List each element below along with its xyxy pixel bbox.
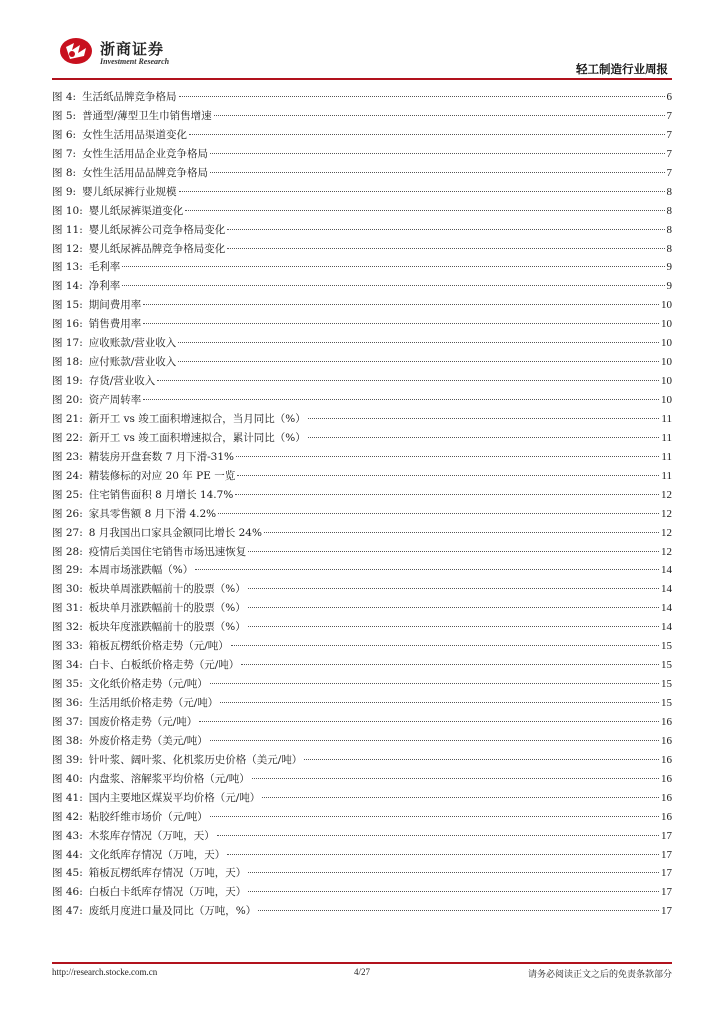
- figure-title: 文化纸库存情况（万吨，天）: [88, 848, 226, 861]
- figure-title: 粘胶纤维市场价（元/吨）: [88, 810, 208, 823]
- dot-leader: [248, 550, 659, 552]
- figure-number: 图 22:: [52, 431, 83, 444]
- figure-title: 生活纸品牌竞争格局: [82, 91, 177, 103]
- dot-leader: [179, 190, 665, 192]
- dot-leader: [217, 834, 659, 836]
- figure-title: 废纸月度进口量及同比（万吨，%）: [88, 905, 257, 918]
- figure-page-number: 11: [661, 431, 672, 444]
- figure-page-number: 7: [666, 109, 672, 122]
- figure-number: 图 18:: [52, 356, 83, 369]
- footer-url-link[interactable]: http://research.stocke.com.cn: [52, 967, 158, 977]
- figure-number: 图 7:: [52, 147, 77, 160]
- figure-page-number: 8: [666, 185, 672, 198]
- toc-entry[interactable]: [52, 864, 672, 883]
- figure-title: 存货/营业收入: [88, 375, 156, 388]
- figure-number: 图 32:: [52, 621, 83, 634]
- toc-entry[interactable]: [52, 334, 672, 353]
- figure-title: 箱板瓦楞纸价格走势（元/吨）: [88, 640, 229, 653]
- dot-leader: [210, 815, 659, 817]
- figure-title: 疫情后美国住宅销售市场迅速恢复: [88, 545, 247, 558]
- dot-leader: [227, 247, 664, 249]
- figure-title: 木浆库存情况（万吨，天）: [88, 829, 215, 842]
- toc-entry[interactable]: [52, 637, 672, 656]
- figure-title: 白卡、白板纸价格走势（元/吨）: [88, 659, 240, 672]
- dot-leader: [122, 265, 664, 267]
- dot-leader: [248, 606, 659, 608]
- toc-entry[interactable]: [52, 296, 672, 315]
- figure-page-number: 12: [661, 507, 672, 520]
- toc-entry[interactable]: [52, 88, 672, 107]
- page-number: 4/27: [353, 967, 370, 977]
- dot-leader: [210, 682, 659, 684]
- dot-leader: [248, 871, 659, 873]
- figure-number: 图 35:: [52, 678, 83, 691]
- figure-title: 应收账款/营业收入: [88, 337, 177, 350]
- figure-page-number: 8: [666, 204, 672, 217]
- figure-number: 图 21:: [52, 412, 83, 425]
- figure-title: 板块单周涨跌幅前十的股票（%）: [88, 583, 246, 596]
- figure-number: 图 24:: [52, 469, 83, 482]
- figure-page-number: 9: [666, 280, 672, 293]
- figure-number: 图 34:: [52, 659, 83, 672]
- figure-number: 图 47:: [52, 905, 83, 918]
- figure-number: 图 28:: [52, 545, 83, 558]
- figure-number: 图 10:: [52, 204, 83, 217]
- toc-entry[interactable]: [52, 372, 672, 391]
- toc-entry[interactable]: [52, 902, 672, 921]
- toc-entry[interactable]: [52, 126, 672, 145]
- figure-page-number: 17: [661, 905, 672, 918]
- figure-title: 国内主要地区煤炭平均价格（元/吨）: [88, 791, 261, 804]
- figure-number: 图 41:: [52, 791, 83, 804]
- figure-number: 图 17:: [52, 337, 83, 350]
- toc-entry[interactable]: [52, 580, 672, 599]
- figure-page-number: 16: [661, 734, 672, 747]
- figure-page-number: 8: [666, 223, 672, 236]
- figure-number: 图 42:: [52, 810, 83, 823]
- dot-leader: [218, 512, 659, 514]
- toc-entry[interactable]: [52, 391, 672, 410]
- figure-title: 新开工 vs 竣工面积增速拟合，当月同比（%）: [88, 412, 306, 425]
- figure-title: 精装修标的对应 20 年 PE 一览: [88, 469, 236, 482]
- figure-number: 图 20:: [52, 394, 83, 406]
- figure-title: 销售费用率: [88, 318, 142, 331]
- dot-leader: [143, 322, 659, 324]
- figure-number: 图 29:: [52, 564, 83, 577]
- toc-entry[interactable]: [52, 713, 672, 732]
- disclaimer-note: 请务必阅读正文之后的免责条款部分: [527, 970, 672, 980]
- dot-leader: [252, 777, 659, 779]
- toc-entry[interactable]: [52, 107, 672, 126]
- dot-leader: [214, 114, 665, 116]
- dot-leader: [227, 853, 659, 855]
- figure-title: 毛利率: [88, 261, 121, 274]
- dot-leader: [241, 663, 659, 665]
- figure-title: 净利率: [88, 280, 121, 293]
- toc-entry[interactable]: [52, 486, 672, 505]
- figure-title: 期间费用率: [88, 299, 142, 312]
- figure-page-number: 8: [666, 242, 672, 255]
- toc-entry[interactable]: [52, 694, 672, 713]
- dot-leader: [237, 474, 659, 476]
- toc-entry[interactable]: [52, 827, 672, 846]
- toc-entry[interactable]: [52, 467, 672, 486]
- figure-page-number: 15: [661, 659, 672, 672]
- toc-entry[interactable]: [52, 808, 672, 827]
- dot-leader: [235, 493, 659, 495]
- figure-title: 内盘浆、溶解浆平均价格（元/吨）: [88, 772, 250, 785]
- figure-page-number: 7: [666, 128, 672, 141]
- toc-entry[interactable]: [52, 656, 672, 675]
- figure-page-number: 10: [661, 318, 672, 331]
- toc-entry[interactable]: [52, 883, 672, 902]
- toc-entry[interactable]: [52, 846, 672, 865]
- figure-page-number: 10: [661, 375, 672, 388]
- dot-leader: [179, 95, 665, 97]
- figure-number: 图 14:: [52, 280, 83, 293]
- figure-page-number: 12: [661, 526, 672, 539]
- figure-title: 本周市场涨跌幅（%）: [88, 564, 194, 577]
- header-divider: [52, 78, 672, 80]
- figure-title: 外废价格走势（美元/吨）: [88, 734, 208, 747]
- figure-title: 女性生活用品渠道变化: [82, 128, 188, 141]
- dot-leader: [210, 152, 664, 154]
- figure-page-number: 15: [661, 697, 672, 709]
- figure-title: 文化纸价格走势（元/吨）: [88, 678, 208, 691]
- figure-number: 图 38:: [52, 734, 83, 747]
- figure-number: 图 27:: [52, 526, 83, 539]
- figure-page-number: 10: [661, 337, 672, 350]
- toc-entry[interactable]: [52, 164, 672, 183]
- figure-number: 图 36:: [52, 697, 83, 709]
- figure-number: 图 33:: [52, 640, 83, 653]
- toc-entry[interactable]: [52, 448, 672, 467]
- figure-number: 图 30:: [52, 583, 83, 596]
- figure-number: 图 40:: [52, 772, 83, 785]
- toc-entry[interactable]: [52, 183, 672, 202]
- dot-leader: [231, 644, 659, 646]
- figure-title: 精装房开盘套数 7 月下滑-31%: [88, 450, 234, 463]
- toc-entry[interactable]: [52, 618, 672, 637]
- company-logo-icon: [58, 36, 94, 66]
- dot-leader: [210, 171, 664, 173]
- toc-entry[interactable]: [52, 258, 672, 277]
- figure-page-number: 11: [661, 450, 672, 463]
- dot-leader: [236, 455, 659, 457]
- figure-page-number: 6: [666, 91, 672, 103]
- figure-title: 家具零售额 8 月下滑 4.2%: [88, 507, 217, 520]
- dot-leader: [227, 228, 664, 230]
- toc-entry[interactable]: [52, 543, 672, 562]
- toc-entry[interactable]: [52, 315, 672, 334]
- figure-index-list: [52, 88, 672, 921]
- dot-leader: [264, 531, 659, 533]
- figure-page-number: 17: [661, 867, 672, 880]
- figure-number: 图 12:: [52, 242, 83, 255]
- toc-entry[interactable]: [52, 240, 672, 259]
- dot-leader: [178, 341, 659, 343]
- toc-entry[interactable]: [52, 599, 672, 618]
- figure-page-number: 14: [661, 583, 672, 596]
- figure-page-number: 14: [661, 621, 672, 634]
- toc-entry[interactable]: [52, 505, 672, 524]
- dot-leader: [178, 360, 659, 362]
- figure-page-number: 15: [661, 678, 672, 691]
- figure-page-number: 16: [661, 810, 672, 823]
- figure-number: 图 6:: [52, 128, 77, 141]
- figure-page-number: 10: [661, 299, 672, 312]
- dot-leader: [258, 909, 659, 911]
- dot-leader: [185, 209, 664, 211]
- dot-leader: [199, 720, 659, 722]
- figure-title: 国废价格走势（元/吨）: [88, 715, 198, 728]
- figure-number: 图 15:: [52, 299, 83, 312]
- figure-number: 图 26:: [52, 507, 83, 520]
- figure-number: 图 45:: [52, 867, 83, 880]
- figure-page-number: 16: [661, 715, 672, 728]
- toc-entry[interactable]: [52, 202, 672, 221]
- toc-entry[interactable]: [52, 675, 672, 694]
- figure-page-number: 17: [661, 829, 672, 842]
- toc-entry[interactable]: [52, 561, 672, 580]
- dot-leader: [143, 398, 659, 400]
- figure-title: 婴儿纸尿裤公司竞争格局变化: [88, 223, 226, 236]
- toc-entry[interactable]: [52, 789, 672, 808]
- figure-page-number: 15: [661, 640, 672, 653]
- figure-number: 图 44:: [52, 848, 83, 861]
- toc-entry[interactable]: [52, 751, 672, 770]
- figure-title: 住宅销售面积 8 月增长 14.7%: [88, 488, 234, 501]
- figure-page-number: 10: [661, 356, 672, 369]
- figure-number: 图 43:: [52, 829, 83, 842]
- figure-page-number: 16: [661, 791, 672, 804]
- figure-page-number: 7: [666, 166, 672, 179]
- toc-entry[interactable]: [52, 353, 672, 372]
- figure-number: 图 23:: [52, 450, 83, 463]
- figure-title: 婴儿纸尿裤渠道变化: [88, 204, 184, 217]
- figure-number: 图 4:: [52, 91, 77, 103]
- dot-leader: [220, 701, 659, 703]
- dot-leader: [308, 417, 660, 419]
- figure-title: 针叶浆、阔叶浆、化机浆历史价格（美元/吨）: [88, 753, 303, 766]
- dot-leader: [248, 587, 659, 589]
- figure-page-number: 17: [661, 886, 672, 899]
- figure-page-number: 7: [666, 147, 672, 160]
- figure-page-number: 12: [661, 488, 672, 501]
- dot-leader: [157, 379, 659, 381]
- dot-leader: [143, 303, 659, 305]
- figure-title: 普通型/薄型卫生巾销售增速: [82, 109, 212, 122]
- figure-title: 板块单月涨跌幅前十的股票（%）: [88, 602, 246, 615]
- figure-number: 图 11:: [52, 223, 83, 236]
- figure-number: 图 5:: [52, 109, 77, 122]
- figure-number: 图 8:: [52, 166, 77, 179]
- figure-page-number: 17: [661, 848, 672, 861]
- dot-leader: [304, 758, 659, 760]
- toc-entry[interactable]: [52, 277, 672, 296]
- figure-page-number: 11: [661, 412, 672, 425]
- brand-name: 浙商证券: [100, 40, 165, 58]
- figure-number: 图 46:: [52, 886, 83, 899]
- toc-entry[interactable]: [52, 410, 672, 429]
- figure-number: 图 9:: [52, 185, 77, 198]
- figure-title: 女性生活用品企业竞争格局: [82, 147, 209, 160]
- footer-divider: [52, 962, 672, 964]
- figure-page-number: 12: [661, 545, 672, 558]
- figure-number: 图 19:: [52, 375, 83, 388]
- dot-leader: [308, 436, 660, 438]
- figure-title: 应付账款/营业收入: [88, 356, 177, 369]
- figure-page-number: 16: [661, 753, 672, 766]
- figure-page-number: 14: [661, 564, 672, 577]
- page-header: [0, 0, 724, 82]
- figure-title: 婴儿纸尿裤行业规模: [82, 185, 177, 198]
- figure-title: 婴儿纸尿裤品牌竞争格局变化: [88, 242, 226, 255]
- figure-page-number: 9: [666, 261, 672, 274]
- toc-entry[interactable]: [52, 524, 672, 543]
- figure-number: 图 13:: [52, 261, 83, 274]
- dot-leader: [195, 568, 659, 570]
- dot-leader: [262, 796, 659, 798]
- figure-title: 板块年度涨跌幅前十的股票（%）: [88, 621, 246, 634]
- figure-title: 新开工 vs 竣工面积增速拟合，累计同比（%）: [88, 431, 306, 444]
- toc-entry[interactable]: [52, 429, 672, 448]
- figure-title: 资产周转率: [88, 394, 142, 406]
- figure-title: 8 月我国出口家具金额同比增长 24%: [88, 526, 262, 539]
- figure-page-number: 16: [661, 772, 672, 785]
- figure-number: 图 39:: [52, 753, 83, 766]
- figure-page-number: 11: [661, 469, 672, 482]
- dot-leader: [248, 890, 659, 892]
- dot-leader: [210, 739, 659, 741]
- figure-title: 生活用纸价格走势（元/吨）: [88, 697, 219, 709]
- toc-entry[interactable]: [52, 770, 672, 789]
- figure-number: 图 31:: [52, 602, 83, 615]
- figure-number: 图 37:: [52, 715, 83, 728]
- toc-entry[interactable]: [52, 145, 672, 164]
- figure-page-number: 14: [661, 602, 672, 615]
- dot-leader: [248, 625, 659, 627]
- figure-title: 女性生活用品品牌竞争格局: [82, 166, 209, 179]
- toc-entry[interactable]: [52, 221, 672, 240]
- figure-number: 图 16:: [52, 318, 83, 331]
- dot-leader: [122, 284, 664, 286]
- figure-title: 箱板瓦楞纸库存情况（万吨，天）: [88, 867, 247, 880]
- figure-title: 白板白卡纸库存情况（万吨，天）: [88, 886, 247, 899]
- brand-tagline: Investment Research: [100, 57, 170, 66]
- figure-number: 图 25:: [52, 488, 83, 501]
- dot-leader: [189, 133, 664, 135]
- report-title: 轻工制造行业周报: [576, 62, 668, 76]
- toc-entry[interactable]: [52, 732, 672, 751]
- figure-page-number: 10: [661, 394, 672, 406]
